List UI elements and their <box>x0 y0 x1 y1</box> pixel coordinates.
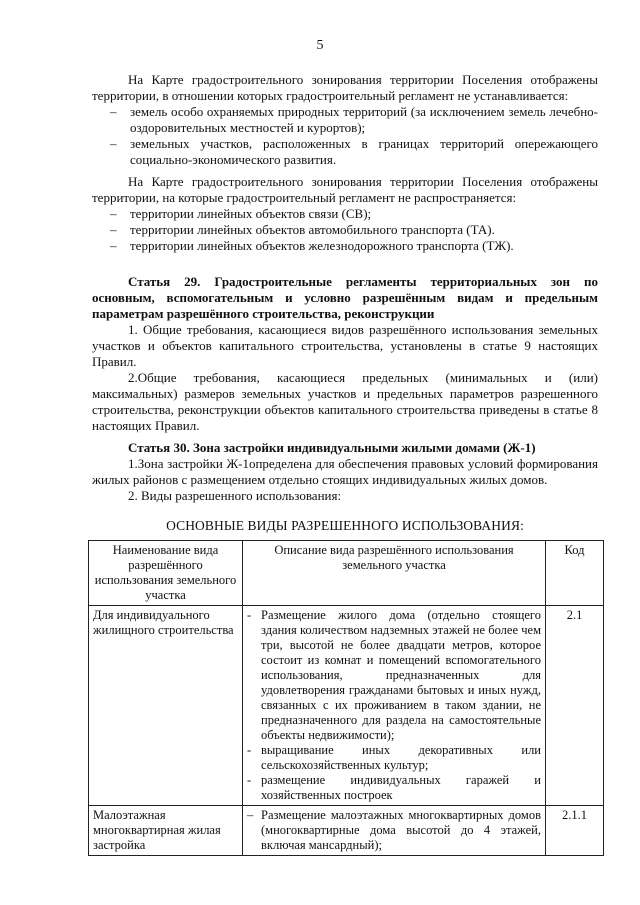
description-item: - выращивание иных декоративных или сельскохозяйственных культур; <box>247 743 541 772</box>
document-body <box>92 72 598 856</box>
row-code: 2.1.1 <box>546 806 604 856</box>
list-item: – земель особо охраняемых природных территорий (за исключением земель лечебно-оздоровительных местностей и курортов); <box>110 104 598 135</box>
row-name: Малоэтажная многоквартирная жилая застройка <box>89 806 243 856</box>
table-title: ОСНОВНЫЕ ВИДЫ РАЗРЕШЕННОГО ИСПОЛЬЗОВАНИЯ: <box>166 518 524 533</box>
description-item: – Размещение малоэтажных многоквартирных домов (многоквартирные дома высотой до 4 этажей, включая мансардный); <box>247 808 541 852</box>
permitted-use-table <box>88 540 604 856</box>
table-row <box>89 806 604 856</box>
list-item: – земельных участков, расположенных в границах территорий опережающего социально-экономического развития. <box>110 136 598 167</box>
row-description <box>243 606 546 806</box>
description-item: - Размещение жилого дома (отдельно стоящего здания количеством надземных этажей не более чем три, высотой не более двадцати метров, которое состоит из комнат и помещений вспомогательного использования, предназначенных для удовлетворения гражданами бытовых и иных нужд, связанных с их проживанием в таком здании, не предназначенного для раздела на самостоятельные объекты недвижимости); <box>247 608 541 742</box>
table-row <box>89 606 604 806</box>
article-30-heading: Статья 30. Зона застройки индивидуальными жилыми домами (Ж-1) <box>128 440 536 455</box>
description-item: - размещение индивидуальных гаражей и хозяйственных построек <box>247 773 541 802</box>
table-header-row <box>89 541 604 606</box>
list-excluded-territories <box>92 104 598 168</box>
article-29-paragraph-1: 1. Общие требования, касающиеся видов разрешённого использования земельных участков и объектов капитального строительства, установлены в статье 9 настоящих Правил. <box>92 322 598 369</box>
header-name: Наименование вида разрешённого использования земельного участка <box>89 541 243 606</box>
row-name: Для индивидуального жилищного строительства <box>89 606 243 806</box>
paragraph-zoning-map-2: На Карте градостроительного зонирования территории Поселения отображены территории, на которые градостроительный регламент не распространяется: <box>92 174 598 205</box>
list-item: – территории линейных объектов связи (СВ); <box>110 206 372 221</box>
list-linear-objects <box>92 206 598 254</box>
header-description: Описание вида разрешённого использования земельного участка <box>243 541 546 606</box>
header-code: Код <box>546 541 604 606</box>
list-item: – территории линейных объектов автомобильного транспорта (ТА). <box>110 222 495 237</box>
article-30-paragraph-1: 1.Зона застройки Ж-1определена для обеспечения правовых условий формирования жилых районов с размещением отдельно стоящих индивидуальных жилых домов. <box>92 456 598 487</box>
row-description <box>243 806 546 856</box>
page-number: 5 <box>316 38 324 53</box>
row-code: 2.1 <box>546 606 604 806</box>
article-29-heading: Статья 29. Градостроительные регламенты территориальных зон по основным, вспомогательным и условно разрешённым видам и предельным параметрам разрешённого строительства, реконструкции <box>92 274 598 321</box>
article-29-paragraph-2: 2.Общие требования, касающиеся предельных (минимальных и (или) максимальных) размеров земельных участков и предельных параметров разрешенного строительства, реконструкции объектов капитального строительства приведены в статье 8 настоящих Правил. <box>92 370 598 433</box>
list-item: – территории линейных объектов железнодорожного транспорта (ТЖ). <box>110 238 514 253</box>
article-30-paragraph-2: 2. Виды разрешенного использования: <box>128 488 342 503</box>
paragraph-zoning-map-1: На Карте градостроительного зонирования территории Поселения отображены территории, в отношении которых градостроительный регламент не устанавливается: <box>92 72 598 103</box>
